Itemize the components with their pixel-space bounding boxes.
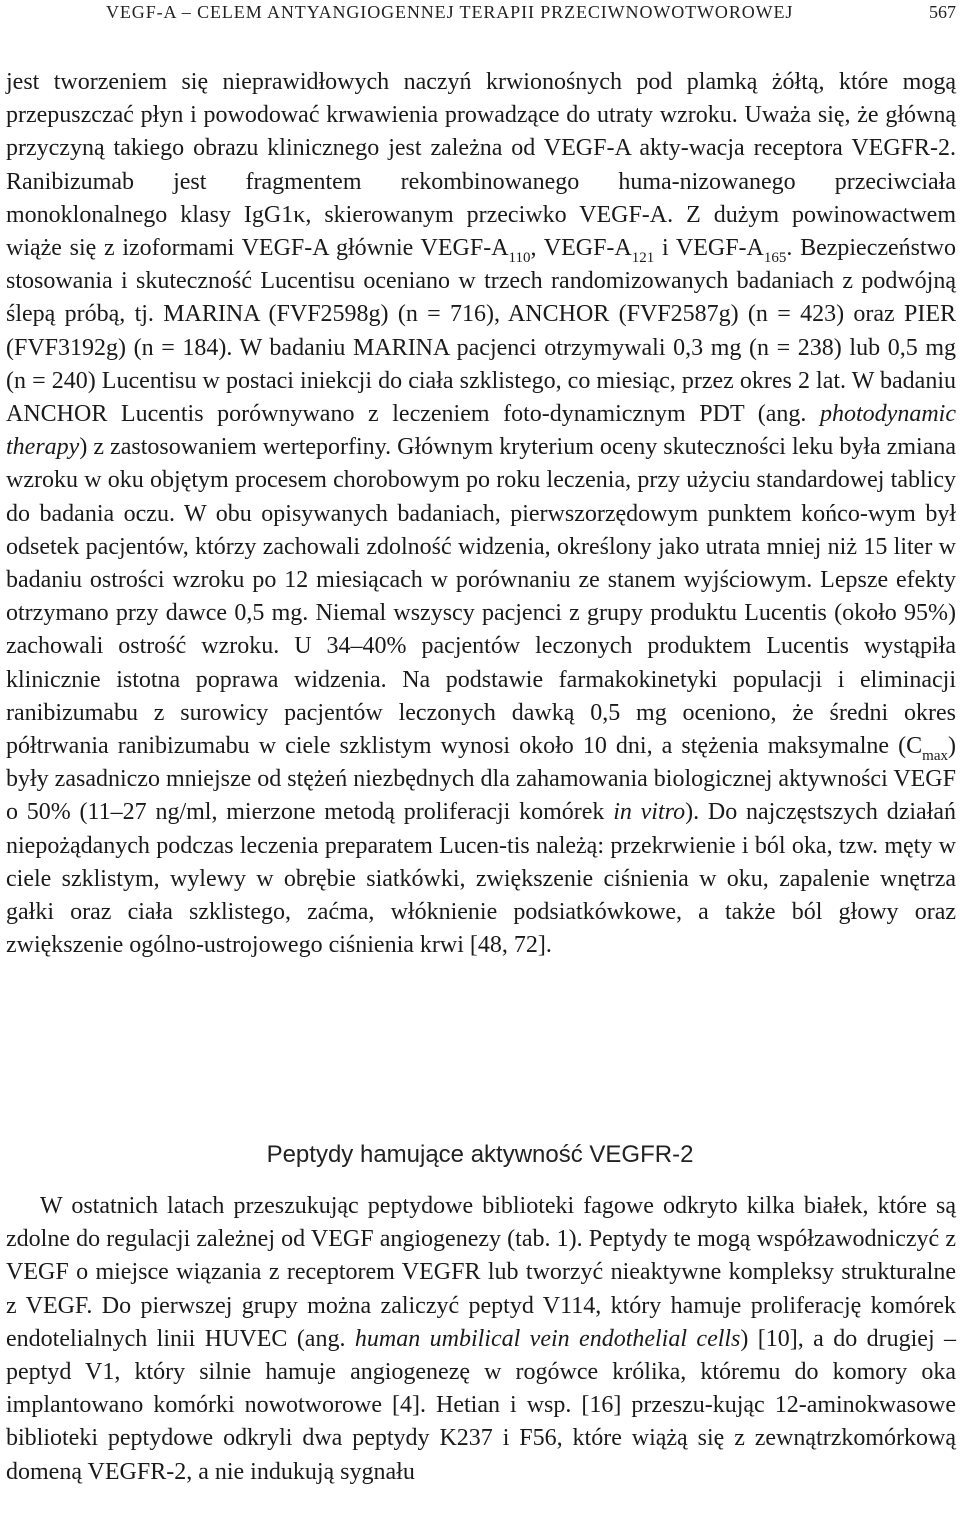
text-run: i VEGF-A: [654, 235, 764, 262]
italic-term: photodynamic therapy: [6, 401, 956, 461]
italic-term: human umbilical vein endothelial cells: [354, 1325, 741, 1352]
text-run: ) z zastosowaniem werteporfiny. Głównym kryterium oceny skuteczności leku była zmiana wzroku w oku objętym procesem chorobowym po roku leczenia, przy użyciu standardowej tablicy do badania oczu. W obu opisywanych badaniach, pierwszorzędowym punktem końco-wym był odsetek pacjentów, którzy zachowali zdolność widzenia, określony jako utrata mniej niż 15 liter w badaniu ostrości wzroku po 12 miesiącach w porównaniu ze stanem wyjściowym. Lepsze efekty otrzymano przy dawce 0,5 mg. Niemal wszyscy pacjenci z grupy produktu Lucentis (około 95%) zachowali ostrość wzroku. U 34–40% pacjentów leczonych produktem Lucentis wystąpiła klinicznie istotna poprawa widzenia. Na podstawie farmakokinetyki populacji i eliminacji ranibizumabu z surowicy pacjentów leczonych dawką 0,5 mg oceniono, że średni okres półtrwania ranibizumabu w ciele szklistym wynosi około 10 dni, a stężenia maksymalne (C: [6, 434, 956, 760]
running-title: VEGF-A – CELEM ANTYANGIOGENNEJ TERAPII PRZECIWNOWOTWOROWEJ: [106, 2, 794, 22]
subscript: max: [922, 748, 948, 765]
text-run: , VEGF-A: [530, 235, 632, 262]
section-heading: Peptydy hamujące aktywność VEGFR-2: [266, 1141, 694, 1168]
text-run: W ostatnich latach przeszukując peptydowe biblioteki fagowe odkryto kilka białek, które są zdolne do regulacji zależnej od VEGF angiogenezy (tab. 1). Peptydy te mogą współzawodniczyć z VEGF o miejsce wiązania z receptorem VEGFR lub tworzyć nieaktywne kompleksy strukturalne z VEGF. Do pierwszej grupy można zaliczyć peptyd V114, który hamuje proliferację komórek endotelialnych linii HUVEC (ang.: [6, 1193, 956, 1352]
subscript: 121: [631, 250, 655, 267]
text-run: jest tworzeniem się nieprawidłowych naczyń krwionośnych pod plamką żółtą, które mogą przepuszczać płyn i powodować krwawienia prowadzące do utraty wzroku. Uważa się, że główną przyczyną takiego obrazu klinicznego jest zależna od VEGF-A akty-wacja receptora VEGFR-2. Ranibizumab jest fragmentem rekombinowanego huma-nizowanego przeciwciała monoklonalnego klasy IgG1κ, skierowanym przeciwko VEGF-A. Z dużym powinowactwem wiąże się z izoformami VEGF-A głównie VEGF-A: [6, 69, 956, 262]
paragraph-lucentis: [6, 66, 956, 962]
subscript: 165: [763, 250, 787, 267]
section-body: [6, 1190, 956, 1489]
italic-term: in vitro: [613, 799, 686, 826]
paragraph-peptides: [6, 1190, 956, 1489]
page-number: 567: [929, 2, 956, 22]
running-header: [0, 0, 960, 30]
text-run: ) [10], a do drugiej – peptyd V1, który silnie hamuje angiogenezę w rogówce królika, któremu do komory oka implantowano komórki nowotworowe [4]. Hetian i wsp. [16] przeszu-kując 12-aminokwasowe biblioteki peptydowe odkryli dwa peptydy K237 i F56, które wiążą się z zewnątrzkomórkową domeną VEGFR-2, a nie indukują sygnału: [6, 1325, 957, 1485]
text-run: ). Do najczęstszych działań niepożądanych podczas leczenia preparatem Lucen-tis należą: przekrwienie i ból oka, tzw. męty w ciele szklistym, wylewy w obrębie siatkówki, zwiększenie ciśnienia w oku, zapalenie wnętrza gałki oraz ciała szklistego, zaćma, włóknienie podsiatkówkowe, a także ból głowy oraz zwiększenie ogólno-ustrojowego ciśnienia krwi [48, 72].: [6, 799, 956, 959]
article-body: [6, 66, 956, 962]
subscript: 110: [508, 250, 531, 267]
text-run: . Bezpieczeństwo stosowania i skuteczność Lucentisu oceniano w trzech randomizowanych badaniach z podwójną ślepą próbą, tj. MARINA (FVF2598g) (n = 716), ANCHOR (FVF2587g) (n = 423) oraz PIER (FVF3192g) (n = 184). W badaniu MARINA pacjenci otrzymywali 0,3 mg (n = 238) lub 0,5 mg (n = 240) Lucentisu w postaci iniekcji do ciała szklistego, co miesiąc, przez okres 2 lat. W badaniu ANCHOR Lucentis porównywano z leczeniem foto-dynamicznym PDT (ang.: [6, 235, 956, 428]
text-run: ) były zasadniczo mniejsze od stężeń niezbędnych dla zahamowania biologicznej aktywności VEGF o 50% (11–27 ng/ml, mierzone metodą proliferacji komórek: [6, 733, 956, 826]
